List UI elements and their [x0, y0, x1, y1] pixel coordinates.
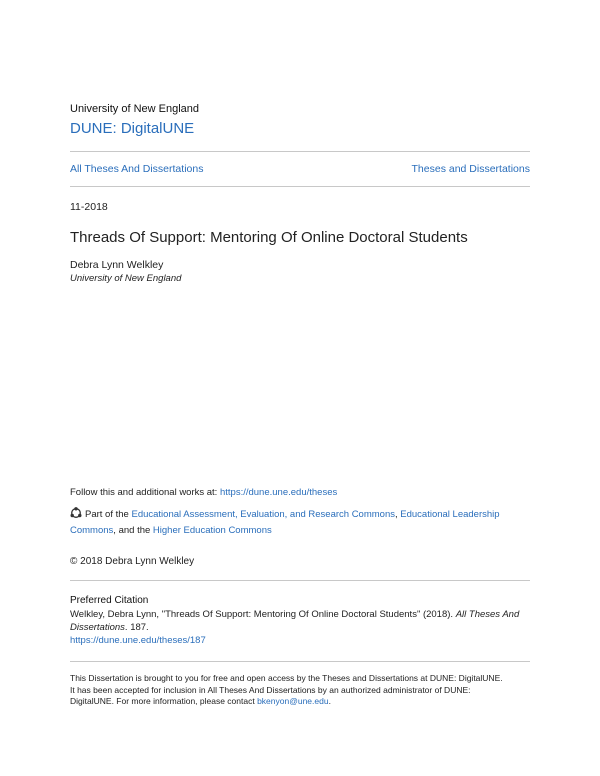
publication-date: 11-2018 [70, 201, 108, 213]
footer-line: This Dissertation is brought to you for free and open access by the Theses and Dissertations at DUNE: DigitalUNE. [70, 673, 503, 683]
follow-line [70, 487, 337, 498]
access-statement [70, 673, 530, 708]
footer-line [70, 696, 530, 708]
collection-nav [70, 163, 530, 175]
divider [70, 580, 530, 581]
university-name: University of New England [70, 103, 200, 115]
follow-text: Follow this and additional works at: [70, 487, 220, 498]
all-theses-link[interactable]: All Theses And Dissertations [70, 163, 204, 175]
separator-text: , [394, 509, 401, 520]
theses-dissertations-link[interactable]: Theses and Dissertations [411, 163, 530, 175]
disciplines [70, 507, 530, 539]
discipline-link-leadership[interactable]: Educational Leadership Commons [70, 509, 500, 536]
divider [70, 186, 530, 187]
contact-email-link[interactable]: bkenyon@une.edu [257, 696, 329, 706]
discipline-link-assessment[interactable]: Educational Assessment, Evaluation, and Research Commons [131, 509, 395, 520]
network-icon [70, 507, 82, 519]
citation-url-link[interactable]: https://dune.une.edu/theses/187 [70, 635, 206, 646]
divider [70, 661, 530, 662]
author-name: Debra Lynn Welkley [70, 259, 164, 271]
footer-contact-text: DigitalUNE. For more information, please contact [70, 696, 258, 706]
document-title: Threads Of Support: Mentoring Of Online Doctoral Students [70, 229, 468, 246]
citation-suffix: . 187. [124, 622, 149, 633]
footer-line: It has been accepted for inclusion in All Theses And Dissertations by an authorized administrator of DUNE: [70, 684, 471, 695]
citation-prefix: Welkley, Debra Lynn, "Threads Of Support: Mentoring Of Online Doctoral Students" (2018). [70, 609, 456, 620]
separator-text: , and the [113, 525, 153, 536]
citation-text [70, 608, 530, 647]
part-of-text: Part of the [85, 509, 132, 520]
footer-period: . [328, 696, 331, 706]
repository-link[interactable]: DUNE: DigitalUNE [70, 120, 195, 137]
citation-series: All Theses And Dissertations [70, 609, 520, 633]
author-affiliation: University of New England [70, 273, 182, 284]
theses-url-link[interactable]: https://dune.une.edu/theses [219, 487, 338, 498]
discipline-link-higher-education[interactable]: Higher Education Commons [152, 525, 272, 536]
divider [70, 151, 530, 152]
copyright: © 2018 Debra Lynn Welkley [70, 556, 195, 567]
citation-heading: Preferred Citation [70, 595, 149, 606]
